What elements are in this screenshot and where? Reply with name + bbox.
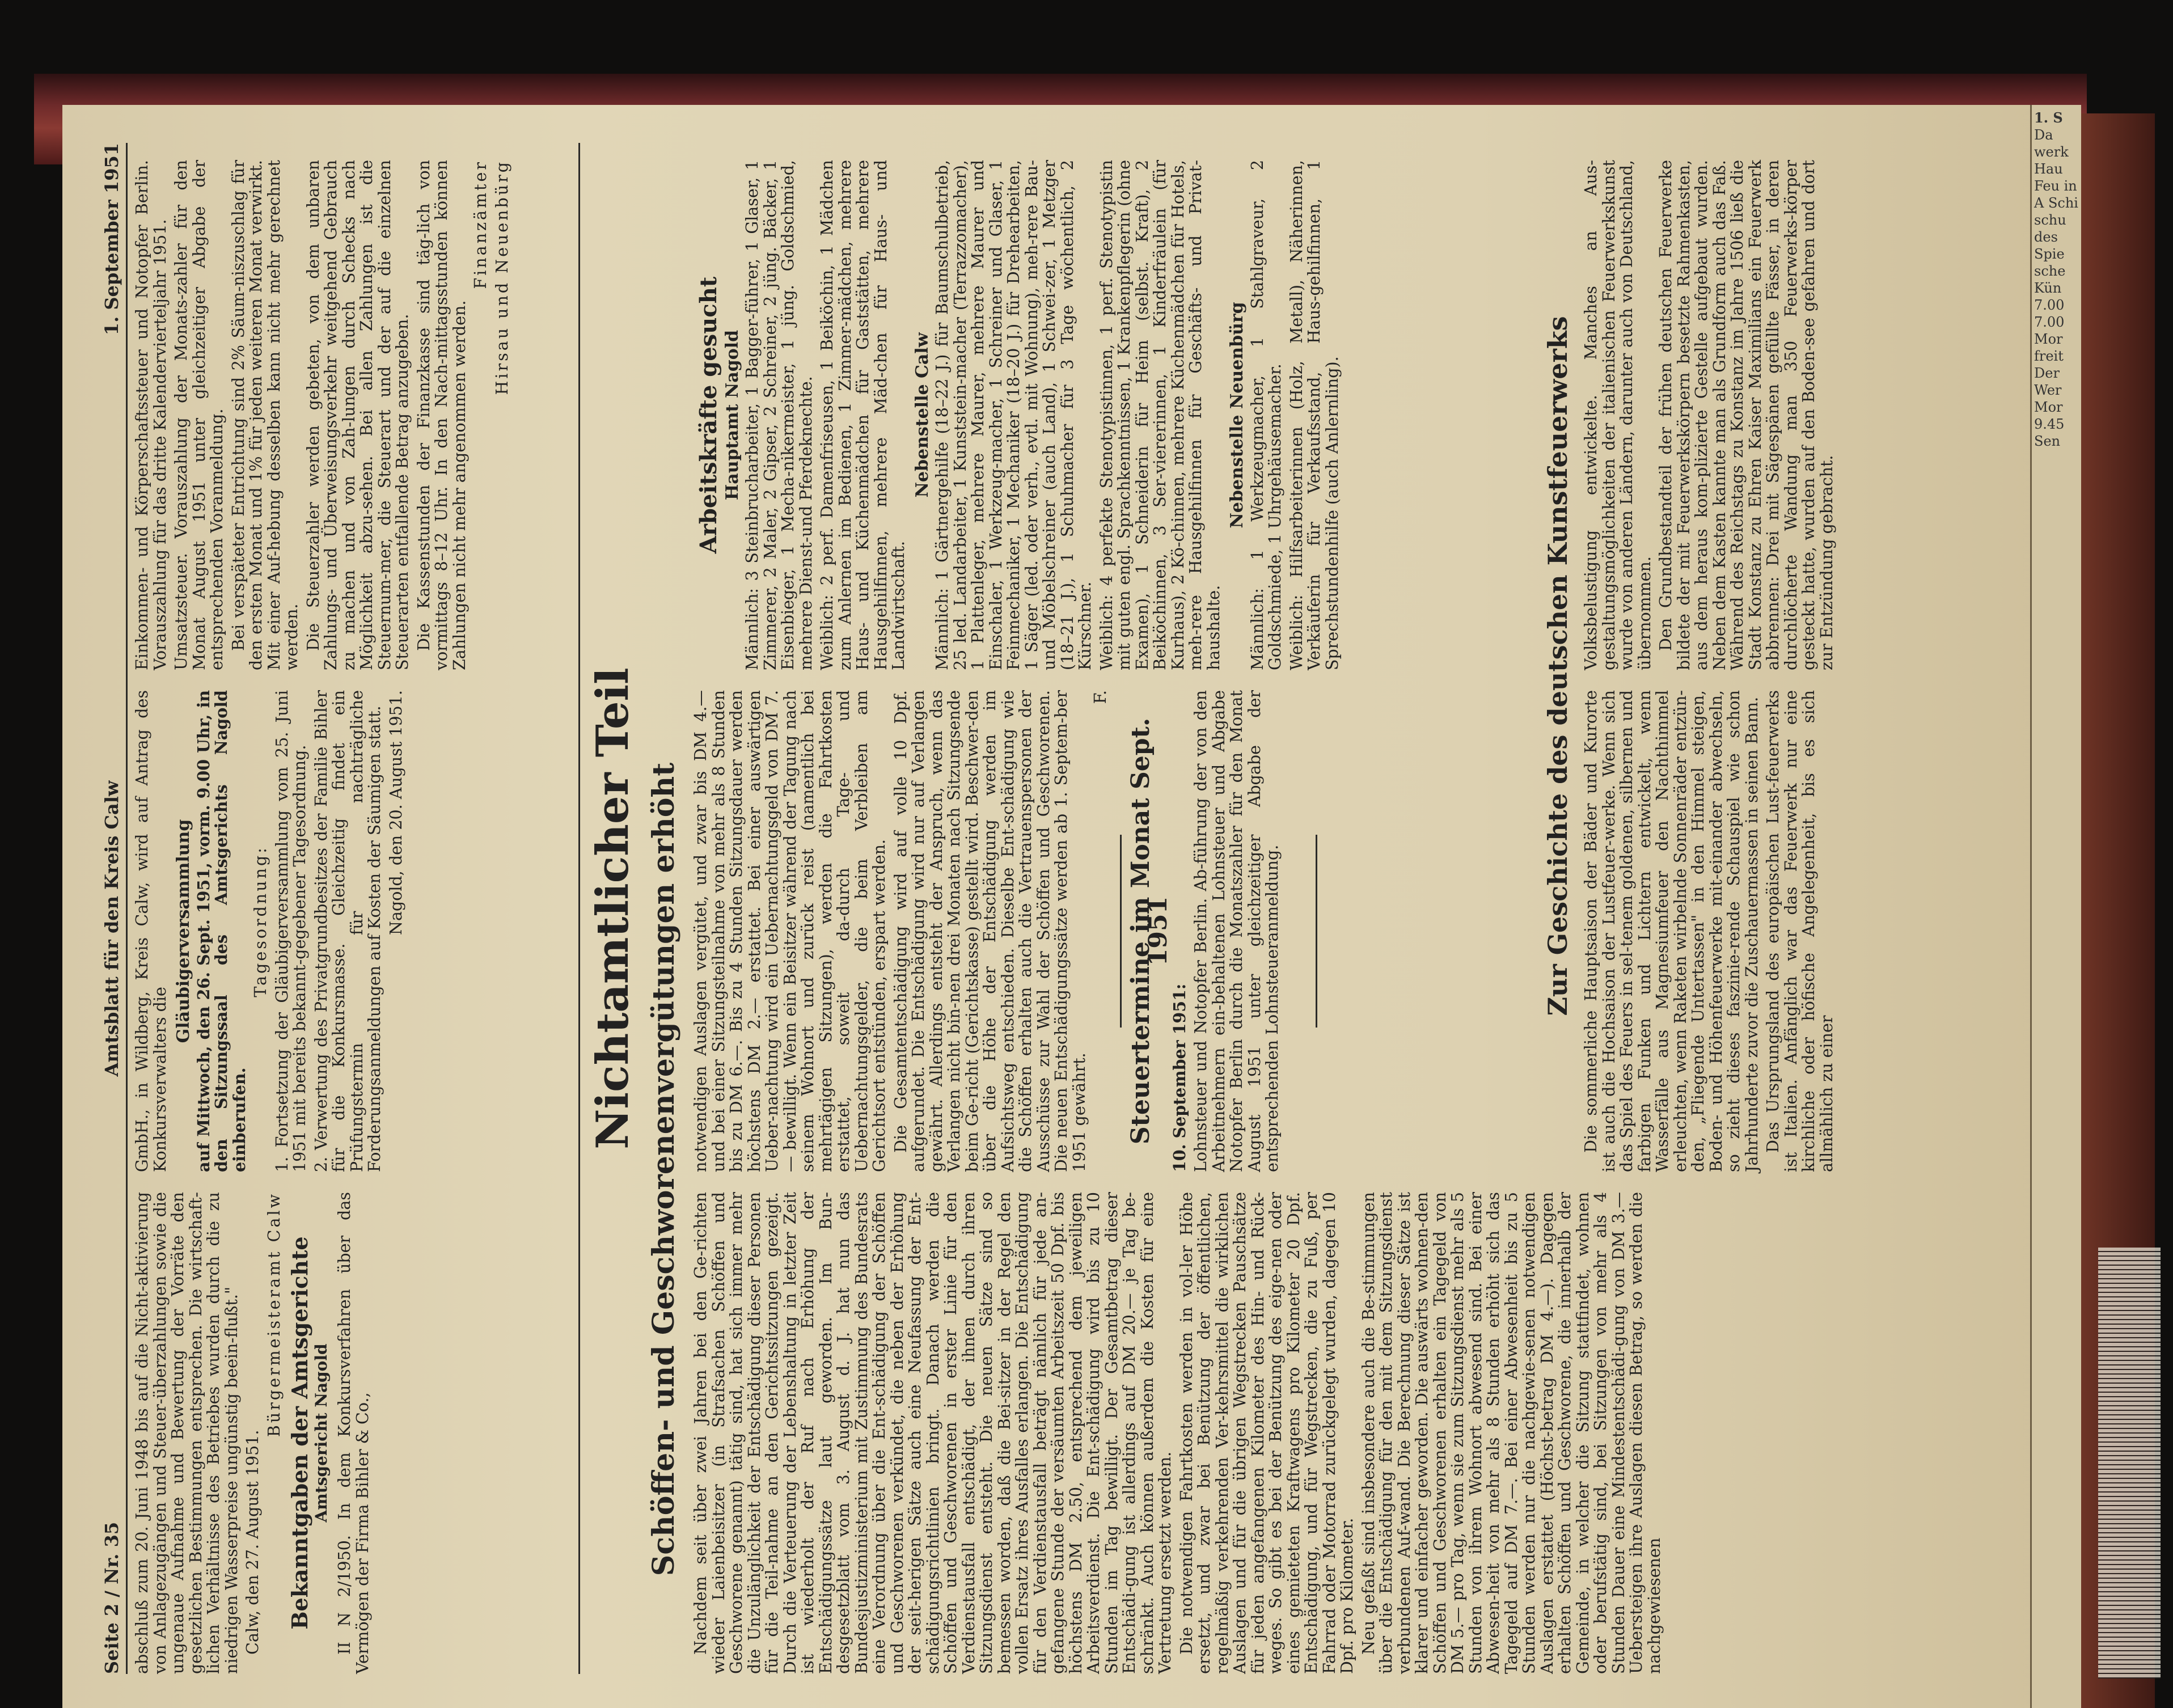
article3-subtitle-3: Nebenstelle Neuenbürg <box>1227 302 1247 529</box>
article3-subtitle: Hauptamt Nagold <box>722 329 742 501</box>
main-title: Nichtamtlicher Teil <box>587 667 639 1149</box>
article1-p1: Nachdem seit über zwei Jahren bei den Ge-richten wieder Laienbeisitzer (in Strafsachen Schöffen und Geschworene genannt) tätig sind, hat sich immer mehr die Unzulänglichkeit der Entschädigung dieser Personen für die Teil-nahme an den Gerichtssitzungen gezeigt. Durch die Verteuerung der Lebenshaltung in letzter Zeit ist wiederholt der Ruf nach Erhöhung der Entschädigungssätze laut geworden. Im Bun-desgesetzblatt vom 3. August d. J. hat nun das Bundesjustizministerium mit Zustimmung des Bundesrats eine Verordnung über die Ent-schädigung der Schöffen und Geschworenen verkündet, die neben der Erhöhung der seit-herigen Sätze auch eine Neufassung der Ent-schädigungsrichtlinien bringt. Danach werden die Schöffen und Geschworenen in erster Linie für den Verdienstausfall entschädigt, der ihnen durch ihren Sitzungsdienst entsteht. Die neuen Sätze sind so bemessen worden, daß die Bei-sitzer in der Regel den vollen Ersatz ihres Ausfalles erlangen. Die Entschädigung für den Verdienstausfall beträgt nämlich für jede an-gefangene Stunde der versäumten Arbeitszeit 50 Dpf. bis höchstens DM 2.50, entsprechend dem jeweiligen Arbeitsverdienst. Die Ent-schädigung wird bis zu 10 Stunden im Tag bewilligt. Der Gesamtbetrag dieser Entschädi-gung ist allerdings auf DM 20.— je Tag be-schränkt. Auch können außerdem die Kosten für eine Vertretung ersetzt werden. <box>691 1192 1174 1674</box>
article3-p6: Weiblich: Hilfsarbeiterinnen (Holz, Metall), Näherinnen, Verkäuferin für Verkaufsstand, Haus-gehilfinnen, 1 Sprechstundenhilfe (auch Anlernling). <box>1287 160 1342 670</box>
article2-text: Lohnsteuer und Notopfer Berlin. Ab-führung der von den Arbeitnehmern ein-behaltenen Lohnsteuer und Abgabe Notopfer Berlin durch die Monatszahler für den Monat August 1951 unter gleichzeitiger Abgabe der entsprechenden Lohnsteueranmeldung. <box>1191 690 1282 1172</box>
col2-agenda-label: Tagesordnung: <box>251 845 270 997</box>
article1-p4: notwendigen Auslagen vergütet, und zwar bis DM 4.— und bei einer Sitzungsteilnahme von mehr als 8 Stunden bis zu DM 6.—. Bis zu 4 Stunden Sitzungsdauer werden höchstens DM 2.— erstattet. Bei einer auswärtigen Ueber-nachtung wird ein Uebernachtungsgeld von DM 7.— bewilligt. Wenn ein Beisitzer während der Tagung nach seinem Wohnort und zurück reist (namentlich bei mehrtägigen Sitzungen), werden die Fahrtkosten erstattet, soweit da-durch Tage- und Uebernachtungsgelder, die beim Verbleiben am Gerichtsort entstünden, erspart werden. <box>691 690 889 1172</box>
col3-p3: Bei verspäteter Entrichtung sind 2% Säum-niszuschlag für den ersten Monat und 1% für jeden weiteren Monat verwirkt. Mit einer Auf-hebung desselben kann nicht mehr gerechnet werden. <box>229 160 301 670</box>
article1-col-a <box>692 1192 1667 1674</box>
article3-p2: Weiblich: 2 perf. Damenfriseusen, 1 Beiköchin, 1 Mädchen zum Anlernen im Bedienen, 1 Zimmer-mädchen, mehrere Haus- und Küchenmädchen für Gaststätten, mehrere Hausgehilfinnen, mehrere Mäd-chen für Haus- und Landwirtschaft. <box>818 160 908 670</box>
article4-title: Zur Geschichte des deutschen Kunstfeuerwerks <box>1542 316 1573 1016</box>
article2-title: Steuertermine im Monat Sept. 1951 <box>1126 717 1173 1145</box>
col3-authority-2: Hirsau und Neuenbürg <box>492 160 511 395</box>
col3-p1: Einkommen- und Körperschaftssteuer und Notopfer Berlin. Vorauszahlung für das dritte Kalendervierteljahr 1951. <box>133 160 170 670</box>
newspaper-page <box>62 105 2081 1708</box>
article4-p3: Volksbelustigung entwickelte. Manches an Aus-gestaltungsmöglichkeiten der italienischen Feuerwerkskunst wurde von anderen Ländern, darunter auch von Deutschland, übernommen. <box>1582 160 1654 670</box>
col3-p2: Umsatzsteuer. Vorauszahlung der Monats-zahler für den Monat August 1951 unter gleichzeitiger Abgabe der entsprechenden Voranmeldung. <box>172 160 226 670</box>
column-3 <box>133 160 514 670</box>
article1-p2: Die notwendigen Fahrtkosten werden in vol-ler Höhe ersetzt, und zwar bei Benützung der öffentlichen, regelmäßig verkehrenden Ver-kehrsmittel die wirklichen Auslagen und für die übrigen Wegstrecken Pauschsätze für jeden angefangenen Kilometer des Hin- und Rück-weges. So gibt es bei der Benützung des eige-nen oder eines gemieteten Kraftwagens pro Kilometer 20 Dpf. Entschädigung, und für Wegstrecken, die zu Fuß, per Fahrrad oder Motorrad zurückgelegt wurden, dagegen 10 Dpf. pro Kilometer. <box>1177 1192 1356 1674</box>
article3-column <box>692 160 1345 670</box>
column-1 <box>133 1192 375 1674</box>
article1-p5: Die Gesamtentschädigung wird auf volle 10 Dpf. aufgerundet. Die Entschädigung wird nur auf Verlangen gewährt. Allerdings entsteht der Anspruch, wenn das Verlangen nicht bin-nen drei Monaten nach Sitzungsende beim Ge-richt (Gerichtskasse) gestellt wird. Beschwer-den über die Höhe der Entschädigung werden im Aufsichtsweg entschieden. Dieselbe Ent-schädigung wie die Schöffen erhalten auch die Vertrauenspersonen der Ausschüsse zur Wahl der Schöffen und Geschworenen. Die neuen Entschädigungssätze werden ab 1. Septem-ber 1951 gewährt. <box>891 690 1089 1172</box>
article4-col-b <box>1582 160 1839 670</box>
column-2 <box>133 690 408 1172</box>
article4-p2: Das Ursprungsland des europäischen Lust-feuerwerks ist Italien. Anfänglich war das Feuerwerk nur eine kirchliche oder höfische Angelegenheit, bis es sich allmählich zu einer <box>1764 690 1836 1172</box>
article3-p5: Männlich: 1 Werkzeugmacher, 1 Stahlgraveur, 2 Goldschmiede, 1 Uhrgehäusemacher. <box>1248 160 1284 670</box>
col2-meeting-title: Gläubigerversammlung <box>174 819 193 1043</box>
article3-p4: Weiblich: 4 perfekte Stenotypistinnen, 1 perf. Stenotypistin mit guten engl. Sprachkenntnissen, 1 Krankenpflegerin (ohne Examen), 1 Schneiderin für Heim (selbst. Kraft), 2 Beiköchinnen, 3 Ser-viererinnen, 1 Kinderfräulein (für Kurhaus), 2 Kö-chinnen, mehrere Küchenmädchen für Hotels, meh-rere Hausgehilfinnen für Geschäfts- und Privat-haushalte. <box>1097 160 1223 670</box>
col1-intro: abschluß zum 20. Juni 1948 bis auf die Nicht-aktivierung von Anlagezugängen und Steuer-überzahlungen sowie die ungenaue Aufnahme und Bewertung der Vorräte den gesetzlichen Bestimmungen entsprechen. Die wirtschaft-lichen Verhältnisse des Betriebes wurden durch die zu niedrigen Wasserpreise ungünstig beein-flußt." <box>133 1192 241 1674</box>
article3-title: Arbeitskräfte gesucht <box>695 276 722 554</box>
header-publication: Amtsblatt für den Kreis Calw <box>101 780 122 1077</box>
article2-end-rule <box>1316 835 1317 1028</box>
article4-p4: Den Grundbestandteil der frühen deutschen Feuerwerke bildete der mit Feuerwerkskörpern besetzte Rahmenkasten, aus dem heraus kom-plizierte Gestelle aufgebaut wurden. Neben dem Kasten kannte man als Grundform auch das Faß. Während des Reichstags zu Konstanz im Jahre 1506 ließ die Stadt Konstanz zu Ehren Kaiser Maximilians ein Feuerwerk abbrennen: Drei mit Sägespänen gefüllte Fässer, in deren durchlöcherte Wandung man 350 Feuerwerks-körper gesteckt hatte, wurden auf den Boden-see gefahren und dort zur Entzündung gebracht. <box>1656 160 1836 670</box>
page-header <box>85 143 128 1674</box>
article1-author: F. <box>1091 690 1110 704</box>
col3-p4: Die Steuerzahler werden gebeten, von dem unbaren Zahlungs- und Überweisungsverkehr weitgehend Gebrauch zu machen und von Zah-lungen durch Schecks nach Möglichkeit abzu-sehen. Bei allen Zahlungen ist die Steuernum-mer, die Steuerart und der auf die einzelnen Steuerarten entfallende Betrag anzugeben. <box>303 160 412 670</box>
neighbor-header: 1. S <box>2034 109 2063 126</box>
col3-p5: Die Kassenstunden der Finanzkasse sind täg-lich von vormittags 8–12 Uhr. In den Nach-mittagsstunden können Zahlungen nicht mehr angenommen werden. <box>414 160 469 670</box>
section-divider <box>578 143 580 1674</box>
article3-subtitle-2: Nebenstelle Calw <box>912 332 932 498</box>
article1-end-rule <box>1120 835 1122 1028</box>
col2-date: Nagold, den 20. August 1951. <box>386 690 405 935</box>
col2-agenda-1: 1. Fortsetzung der Gläubigerversammlung vom 25. Juni 1951 mit bereits bekannt-gegebener Tagesordnung. <box>272 690 309 1172</box>
col1-subheading: Amtsgericht Nagold <box>311 1343 331 1523</box>
neighbor-page-edge <box>2030 105 2081 1708</box>
article3-p1: Männlich: 3 Steinbrucharbeiter, 1 Bagger-führer, 1 Glaser, 1 Zimmerer, 2 Maler, 2 Gipser, 2 Schreiner, 2 jüng. Bäcker, 1 Eisenbieger, 1 Mecha-nikermeister, 1 jüng. Goldschmied, mehrere Dienst-und Pferdeknechte. <box>743 160 815 670</box>
col1-notice: II N 2/1950. In dem Konkursverfahren über das Vermögen der Firma Bihler & Co., <box>335 1192 372 1674</box>
col3-authority: Finanzämter <box>471 160 490 289</box>
header-page-number: Seite 2 / Nr. 35 <box>101 1521 122 1674</box>
article3-p3: Männlich: 1 Gärtnergehilfe (18–22 J.) für Baumschulbetrieb, 25 led. Landarbeiter, 1 Kunststein-macher (Terrazzomacher), 1 Plattenleger, mehrere Maurer, mehrere Maurer und Einschaler, 1 Werkzeug-macher, 1 Schreiner und Glaser, 1 Feinmechaniker, 1 Mechaniker (18–20 J.) für Drehearbeiten, 1 Säger (led. oder verh., evtl. mit Wohnung), meh-rere Bau- und Möbelschreiner (auch Land), 1 Schwei-zer, 1 Metzger (18–21 J.), 1 Schuhmacher für 3 Tage wöchentlich, 2 Kürschner. <box>933 160 1094 670</box>
measurement-ruler <box>2098 1248 2161 1679</box>
neighbor-text: Da werk Hau Feu in A Schi schu des Spie sche Kün 7.00 7.00 Mor freit Der Wer Mor 9.45 Sen <box>2034 127 2078 449</box>
col1-heading: Bekanntgaben der Amtsgerichte <box>287 1236 312 1630</box>
article4-col-a <box>1582 690 1839 1172</box>
article4-p1: Die sommerliche Hauptsaison der Bäder und Kurorte ist auch die Hochsaison der Lustfeuer-werke. Wenn sich das Spiel des Feuers in sel-tenem goldenen, silbernen und farbigen Funken und Lichtern entwickelt, wenn Wasserfälle aus Magnesiumfeuer den Nachthimmel erleuchten, wenn Raketen wirbelnde Sonnenräder entzün-den, „Fliegende Untertassen" in den Himmel steigen, Boden- und Höhenfeuerwerke mit-einander abwechseln, so zieht dieses faszinie-rende Schauspiel wie schon Jahrhunderte zuvor die Zuschauermassen in seinen Bann. <box>1582 690 1761 1172</box>
article1-col-b <box>692 690 1328 1172</box>
article1-p3: Neu gefaßt sind insbesondere auch die Be-stimmungen über die Entschädigung für den mit dem Sitzungsdienst verbundenen Auf-wand. Die Berechnung dieser Sätze ist klarer und einfacher geworden. Die auswärts wohnen-den Schöffen und Geschworenen erhalten ein Tagegeld von DM 5.— pro Tag, wenn sie zum Sitzungsdienst mehr als 5 Stunden von ihrem Wohnort abwesend sind. Bei einer Abwesen-heit von mehr als 8 Stunden erhöht sich das Tagegeld auf DM 7.—. Bei einer Abwesenheit bis zu 5 Stunden werden nur die nachgewie-senen notwendigen Auslagen erstattet (Höchst-betrag DM 4.—). Dagegen erhalten Schöffen und Geschworene, die innerhalb der Gemeinde, in welcher die Sitzung stattfindet, wohnen oder berufstätig sind, bei Sitzungen von mehr als 4 Stunden Dauer eine Mindestentschädi-gung von DM 3.— Uebersteigen ihre Auslagen diesen Betrag, so werden die nachgewiesenen <box>1359 1192 1664 1674</box>
col1-date: Calw, den 27. August 1951. <box>243 1430 262 1655</box>
header-date: 1. September 1951 <box>101 143 122 336</box>
col2-agenda-2: 2. Verwertung des Privatgrundbesitzes der Familie Bihler für die Konkursmasse. Gleichzeitig findet ein Prüfungstermin für nachträgliche Forderungsanmeldungen auf Kosten der Säumigen statt. <box>311 690 384 1172</box>
article1-title: Schöffen- und Geschworenenvergütungen erhöht <box>646 762 681 1576</box>
col2-intro: GmbH., in Wildberg, Kreis Calw, wird auf Antrag des Konkursverwalters die <box>133 690 170 1172</box>
rotated-page-content <box>62 105 2013 1708</box>
col2-meeting-text: auf Mittwoch, den 26. Sept. 1951, vorm. 9.00 Uhr, in den Sitzungssaal des Amtsgerichts Nagold einberufen. <box>193 690 249 1172</box>
article2-subtitle: 10. September 1951: <box>1169 983 1189 1172</box>
col1-authority: Bürgermeisteramt Calw <box>264 1192 284 1438</box>
